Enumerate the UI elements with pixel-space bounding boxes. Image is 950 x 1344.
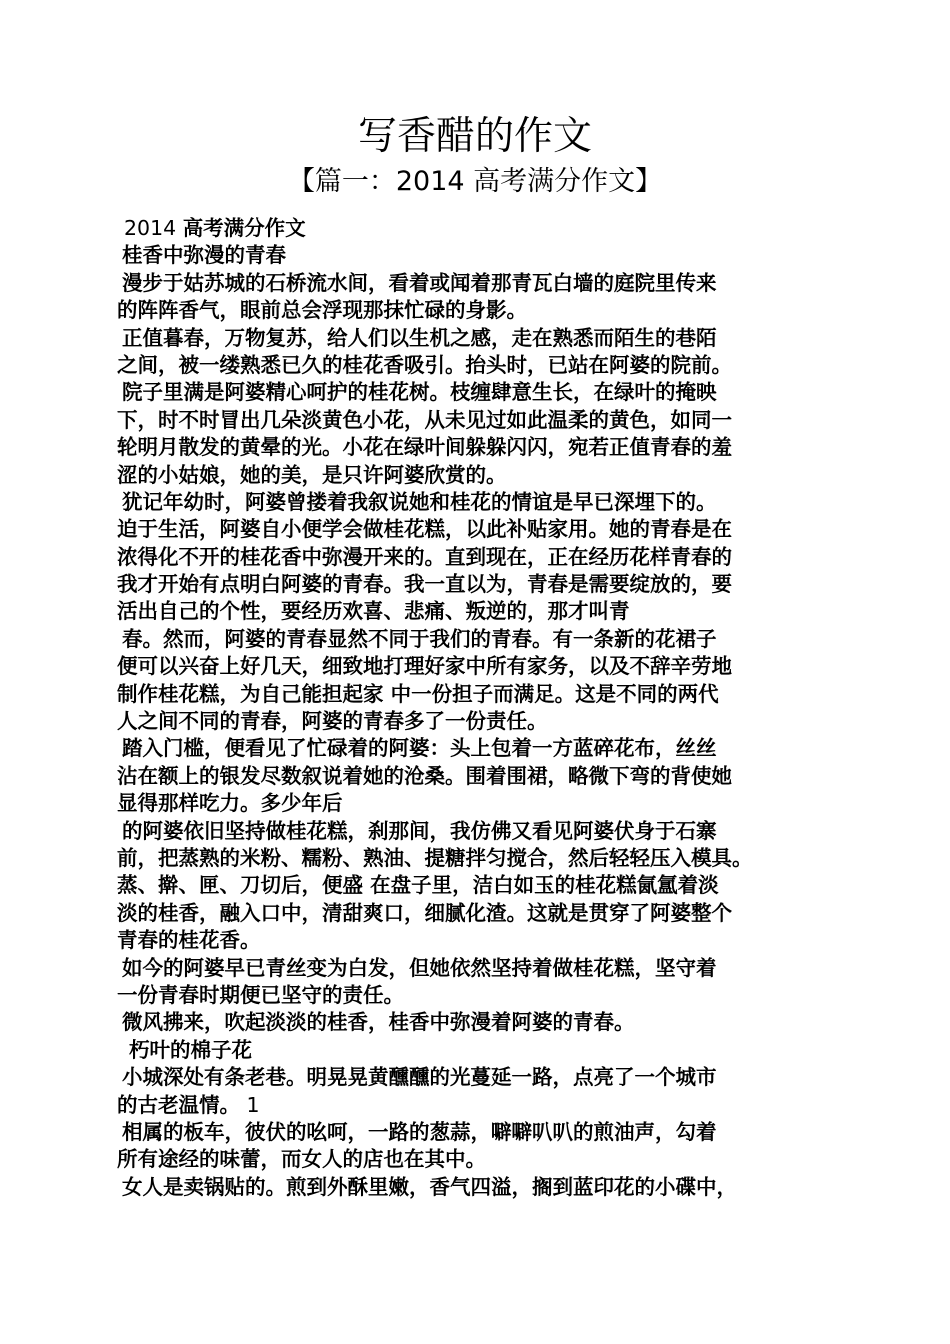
- line-text: 的阿婆依旧坚持做桂花糕，刹那间，我仿佛又看见阿婆伏身于石寨: [122, 818, 717, 843]
- text-line: [117, 462, 852, 489]
- essay-body: [117, 215, 852, 1201]
- line-text: 踏入门槛，便看见了忙碌着的阿婆：头上包着一方蓝碎花布，丝丝: [122, 736, 717, 761]
- year-text: 2014: [124, 216, 183, 240]
- line-text: 人之间不同的青春，阿婆的青春多了一份责任。: [117, 709, 548, 734]
- text-line: [117, 735, 852, 762]
- line-text: 便可以兴奋上好几天，细致地打理好家中所有家务，以及不辞辛劳地: [117, 654, 732, 679]
- document-subtitle: 【篇一：2014 高考满分作文】: [287, 166, 663, 197]
- document-title: 写香醋的作文: [357, 114, 592, 159]
- text-line: [117, 544, 852, 571]
- text-line: [117, 872, 852, 899]
- text-line: [117, 598, 852, 625]
- text-line: [117, 982, 852, 1009]
- section-heading-line: [117, 1037, 852, 1064]
- line-text: [124, 216, 306, 240]
- text-line: [117, 818, 852, 845]
- text-line: [117, 1174, 852, 1201]
- text-line: [117, 1119, 852, 1146]
- line-text: 迫于生活，阿婆自小便学会做桂花糕，以此补贴家用。她的青春是在: [117, 517, 732, 542]
- line-text: 正值暮春，万物复苏，给人们以生机之感，走在熟悉而陌生的巷陌: [122, 325, 717, 350]
- text-line: [117, 1009, 852, 1036]
- line-text: 的阵阵香气，眼前总会浮现那抹忙碌的身影。: [117, 298, 527, 323]
- line-text: 沾在额上的银发尽数叙说着她的沧桑。围着围裙，略微下弯的背使她: [117, 763, 732, 788]
- line-text: 桂香中弥漫的青春: [122, 243, 286, 268]
- line-text: 显得那样吃力。多少年后: [117, 791, 343, 816]
- line-text: 女人是卖锅贴的。煎到外酥里嫩，香气四溢，搁到蓝印花的小碟中，: [122, 1174, 737, 1199]
- text-line: [117, 352, 852, 379]
- line-text: 所有途经的味蕾，而女人的店也在其中。: [117, 1147, 486, 1172]
- line-text: 制作桂花糕，为自己能担起家 中一份担子而满足。这是不同的两代: [117, 681, 719, 706]
- text-line: [117, 845, 852, 872]
- text-line: [117, 516, 852, 543]
- heading-text: 高考满分作文: [182, 216, 306, 240]
- text-line: [117, 763, 852, 790]
- line-text: 之间，被一缕熟悉已久的桂花香吸引。抬头时，已站在阿婆的院前。: [117, 352, 732, 377]
- text-line: [117, 379, 852, 406]
- line-text: 犹记年幼时，阿婆曾搂着我叙说她和桂花的情谊是早已深埋下的。: [122, 489, 717, 514]
- line-text: 院子里满是阿婆精心呵护的桂花树。枝缠肆意生长，在绿叶的掩映: [122, 380, 717, 405]
- line-text: 蒸、擀、匣、刀切后，便盛 在盘子里，洁白如玉的桂花糕氤氲着淡: [117, 873, 719, 898]
- line-text: 涩的小姑娘，她的美，是只许阿婆欣赏的。: [117, 462, 507, 487]
- text-line: [117, 790, 852, 817]
- text-line: [117, 681, 852, 708]
- line-text: 小城深处有条老巷。明晃晃黄醺醺的光蔓延一路，点亮了一个城市: [122, 1065, 717, 1090]
- section-heading-line: [117, 215, 852, 242]
- line-text: 漫步于姑苏城的石桥流水间，看着或闻着那青瓦白墙的庭院里传来: [122, 270, 717, 295]
- line-text: 春。然而，阿婆的青春显然不同于我们的青春。有一条新的花裙子: [122, 626, 717, 651]
- text-line: [117, 653, 852, 680]
- text-line: [117, 571, 852, 598]
- text-line: [117, 1146, 852, 1173]
- line-text: 的古老温情。: [117, 1092, 240, 1117]
- line-text: 相属的板车，彼伏的吆呵，一路的葱蒜，噼噼叭叭的煎油声，勾着: [122, 1119, 717, 1144]
- page-number: 1: [240, 1092, 260, 1117]
- text-line: [117, 626, 852, 653]
- text-line: [117, 270, 852, 297]
- text-line: [117, 927, 852, 954]
- line-text: 下，时不时冒出几朵淡黄色小花，从未见过如此温柔的黄色，如同一: [117, 407, 732, 432]
- line-text: 我才开始有点明白阿婆的青春。我一直以为，青春是需要绽放的，要: [117, 572, 732, 597]
- line-text: 如今的阿婆早已青丝变为白发，但她依然坚持着做桂花糕，坚守着: [122, 955, 717, 980]
- text-line: [117, 955, 852, 982]
- text-line: [117, 325, 852, 352]
- line-text: 微风拂来，吹起淡淡的桂香，桂香中弥漫着阿婆的青春。: [122, 1010, 635, 1035]
- line-text: 青春的桂花香。: [117, 928, 261, 953]
- line-text: 朽叶的棉子花: [129, 1037, 252, 1062]
- line-text: 浓得化不开的桂花香中弥漫开来的。直到现在，正在经历花样青春的: [117, 544, 732, 569]
- line-text: 淡的桂香，融入口中，清甜爽口，细腻化渣。这就是贯穿了阿婆整个: [117, 900, 732, 925]
- text-line: [117, 297, 852, 324]
- line-text: 轮明月散发的黄晕的光。小花在绿叶间躲躲闪闪，宛若正值青春的羞: [117, 435, 732, 460]
- text-line: [117, 708, 852, 735]
- text-line: [117, 489, 852, 516]
- text-line: [117, 407, 852, 434]
- line-text: 活出自己的个性，要经历欢喜、悲痛、叛逆的，那才叫青: [117, 599, 630, 624]
- line-text: 一份青春时期便已坚守的责任。: [117, 982, 404, 1007]
- line-text: 前，把蒸熟的米粉、糯粉、熟油、提糖拌匀搅合，然后轻轻压入模具。: [117, 845, 753, 870]
- text-line: [117, 1092, 852, 1119]
- text-line: [117, 434, 852, 461]
- text-line: [117, 900, 852, 927]
- section-heading-line: [117, 242, 852, 269]
- text-line: [117, 1064, 852, 1091]
